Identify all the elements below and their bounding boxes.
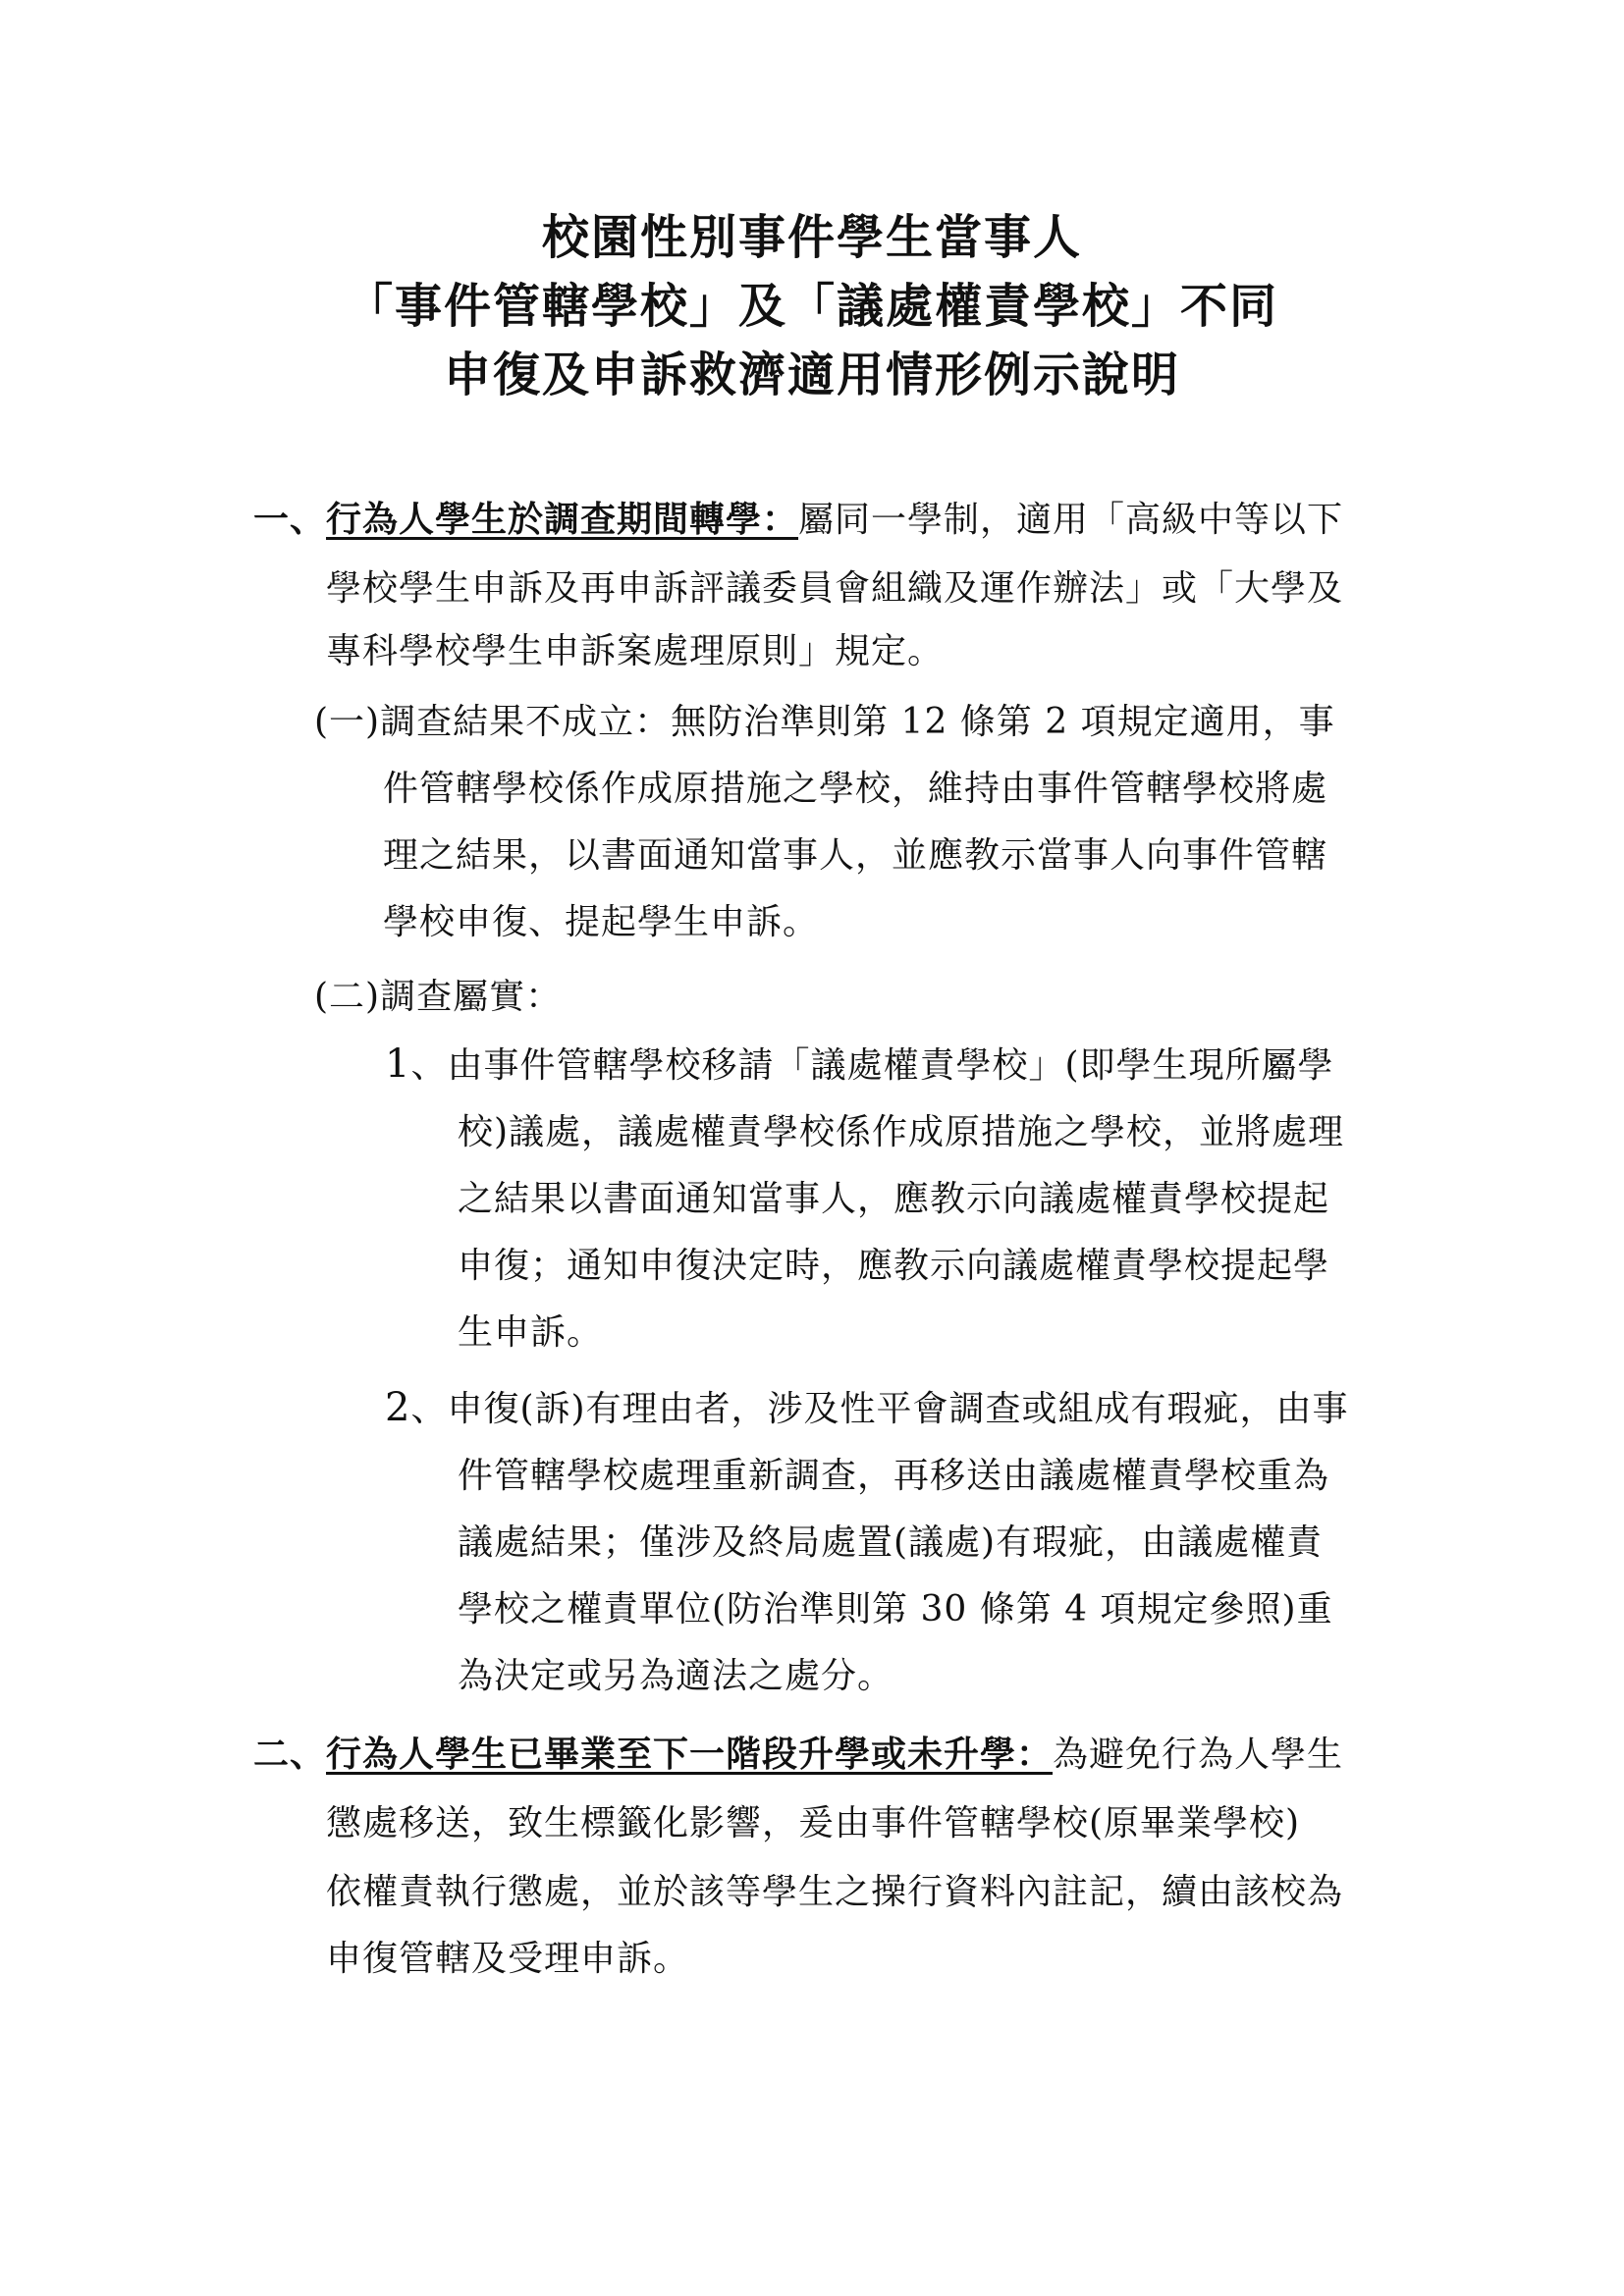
section-2-text-line: 依權責執行懲處，並於該等學生之操行資料內註記，續由該校為 (326, 1872, 1344, 1912)
subsection-1-first-line (314, 699, 1335, 746)
title-line-1: 校園性別事件學生當事人 (541, 210, 1082, 265)
item-2-text-line: 為決定或另為適法之處分。 (458, 1656, 894, 1696)
item-1-text-line: 校)議處，議處權責學校係作成原措施之學校，並將處理 (458, 1112, 1345, 1152)
section-1-text-line: 屬同一學制，適用「高級中等以下 (798, 500, 1344, 540)
item-1-text-line: 申復；通知申復決定時，應教示向議處權責學校提起學 (458, 1246, 1330, 1286)
item-2-separator: 、 (410, 1389, 448, 1429)
subsection-1-text-line: 調查結果不成立：無防治準則第 12 條第 2 項規定適用，事 (380, 702, 1335, 742)
item-2-text-line: 學校之權責單位(防治準則第 30 條第 4 項規定參照)重 (458, 1589, 1333, 1629)
title-line-2: 「事件管轄學校」及「議處權責學校」不同 (345, 279, 1278, 334)
subsection-2-label: (二) (314, 977, 381, 1017)
subsection-1-text-line: 學校申復、提起學生申訴。 (383, 902, 820, 942)
section-2-text-line: 為避免行為人學生 (1053, 1735, 1344, 1775)
section-1-heading: 行為人學生於調查期間轉學： (326, 500, 799, 540)
item-1-number: 1 (385, 1041, 411, 1087)
title-line-3: 申復及申訴救濟適用情形例示說明 (443, 347, 1180, 402)
item-1-text-line: 由事件管轄學校移請「議處權責學校」(即學生現所屬學 (447, 1045, 1334, 1086)
item-1-text-line: 生申訴。 (458, 1312, 604, 1353)
item-1-first-line (385, 1041, 1334, 1090)
subsection-1-text-line: 理之結果，以書面通知當事人，並應教示當事人向事件管轄 (383, 835, 1328, 876)
item-2-text-line: 議處結果；僅涉及終局處置(議處)有瑕疵，由議處權責 (458, 1522, 1324, 1563)
subsection-2-heading: 調查屬實： (380, 977, 563, 1017)
subsection-1-text-line: 件管轄學校係作成原措施之學校，維持由事件管轄學校將處 (383, 769, 1328, 809)
section-2-first-line (253, 1732, 1343, 1779)
section-1-first-line (253, 497, 1343, 544)
item-1-text-line: 之結果以書面通知當事人，應教示向議處權責學校提起 (458, 1179, 1330, 1219)
item-2-text-line: 申復(訴)有理由者，涉及性平會調查或組成有瑕疵，由事 (447, 1389, 1349, 1429)
section-1-text-line: 專科學校學生申訴案處理原則」規定。 (326, 631, 945, 671)
section-2-text-line: 懲處移送，致生標籤化影響，爰由事件管轄學校(原畢業學校) (326, 1803, 1301, 1843)
section-2-heading: 行為人學生已畢業至下一階段升學或未升學： (326, 1735, 1054, 1775)
item-2-number: 2 (385, 1385, 411, 1430)
item-2-text-line: 件管轄學校處理重新調查，再移送由議處權責學校重為 (458, 1456, 1330, 1496)
subsection-1-label: (一) (314, 702, 381, 742)
section-1-number: 一、 (253, 500, 327, 540)
item-2-first-line (385, 1384, 1349, 1433)
section-2-text-line: 申復管轄及受理申訴。 (326, 1939, 690, 1979)
subsection-2-heading-line (314, 974, 562, 1021)
section-1-text-line: 學校學生申訴及再申訴評議委員會組織及運作辦法」或「大學及 (326, 568, 1344, 609)
section-2-number: 二、 (253, 1735, 327, 1775)
item-1-separator: 、 (410, 1045, 448, 1086)
